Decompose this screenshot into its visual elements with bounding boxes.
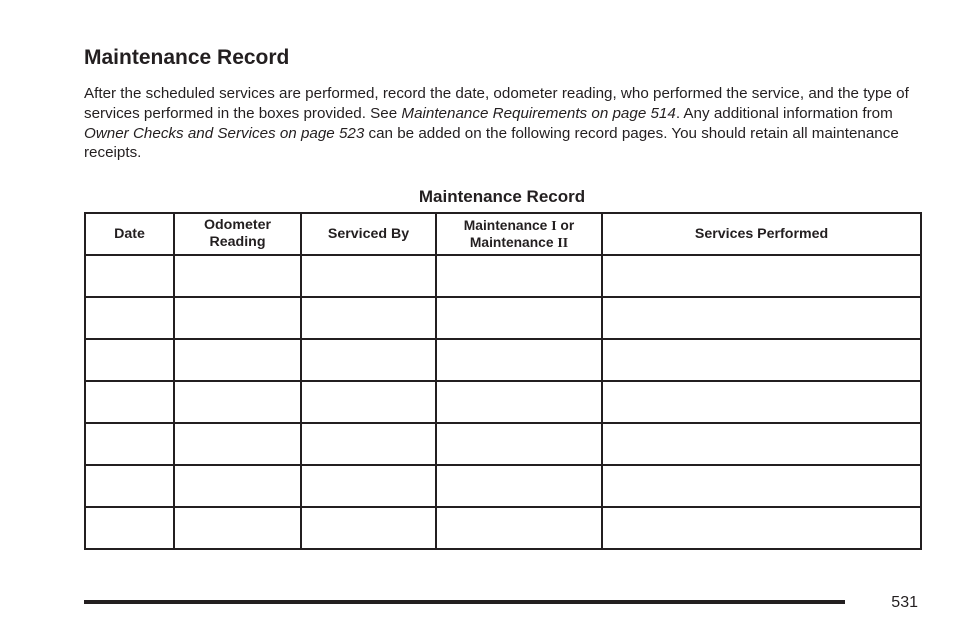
header-maintenance-type — [436, 213, 602, 255]
serviced-by-cell[interactable] — [301, 507, 436, 549]
header-maint-numeral-1: I — [551, 218, 557, 233]
owner-checks-reference: Owner Checks and Services on page 523 — [84, 124, 365, 142]
intro-text-3: can be added on the following record pages. You should retain all maintenance receipts. — [84, 124, 899, 162]
services-performed-cell[interactable] — [602, 381, 921, 423]
table-title: Maintenance Record — [418, 187, 586, 206]
header-services-performed: Services Performed — [602, 213, 921, 255]
intro-text-2: . Any additional information from — [675, 104, 893, 122]
maintenance-type-cell[interactable] — [436, 381, 602, 423]
odometer-cell[interactable] — [174, 255, 301, 297]
header-odometer-line2: Reading — [209, 234, 266, 250]
maintenance-record-table — [84, 212, 922, 550]
header-serviced-by: Serviced By — [301, 213, 436, 255]
date-cell[interactable] — [85, 507, 174, 549]
page-title: Maintenance Record — [84, 46, 290, 69]
serviced-by-cell[interactable] — [301, 255, 436, 297]
serviced-by-cell[interactable] — [301, 423, 436, 465]
services-performed-cell[interactable] — [602, 423, 921, 465]
maintenance-type-cell[interactable] — [436, 465, 602, 507]
header-odometer-reading — [174, 213, 301, 255]
header-date: Date — [85, 213, 174, 255]
odometer-cell[interactable] — [174, 381, 301, 423]
odometer-cell[interactable] — [174, 339, 301, 381]
odometer-cell[interactable] — [174, 465, 301, 507]
maintenance-requirements-reference: Maintenance Requirements on page 514 — [401, 104, 676, 122]
services-performed-cell[interactable] — [602, 297, 921, 339]
header-maint-line2-prefix: Maintenance — [469, 235, 558, 250]
serviced-by-cell[interactable] — [301, 339, 436, 381]
header-odometer-line1: Odometer — [203, 217, 271, 233]
header-maint-line1-suffix: or — [556, 218, 575, 233]
table-row — [85, 423, 921, 465]
intro-text-1: After the scheduled services are performed, record the date, odometer reading, who performed the service, and the type of services performed in the boxes provided. See — [84, 85, 909, 122]
maintenance-type-cell[interactable] — [436, 297, 602, 339]
maintenance-type-cell[interactable] — [436, 339, 602, 381]
services-performed-cell[interactable] — [602, 465, 921, 507]
table-row — [85, 255, 921, 297]
table-row — [85, 507, 921, 549]
date-cell[interactable] — [85, 465, 174, 507]
header-maint-line1-prefix: Maintenance — [463, 218, 552, 233]
table-row — [85, 381, 921, 423]
services-performed-cell[interactable] — [602, 339, 921, 381]
date-cell[interactable] — [85, 339, 174, 381]
date-cell[interactable] — [85, 423, 174, 465]
odometer-cell[interactable] — [174, 507, 301, 549]
date-cell[interactable] — [85, 255, 174, 297]
date-cell[interactable] — [85, 297, 174, 339]
odometer-cell[interactable] — [174, 297, 301, 339]
maintenance-type-cell[interactable] — [436, 255, 602, 297]
intro-paragraph — [84, 84, 924, 163]
services-performed-cell[interactable] — [602, 255, 921, 297]
table-body — [85, 255, 921, 549]
serviced-by-cell[interactable] — [301, 465, 436, 507]
table-row — [85, 465, 921, 507]
odometer-cell[interactable] — [174, 423, 301, 465]
table-row — [85, 339, 921, 381]
page-number: 531 — [891, 594, 918, 611]
serviced-by-cell[interactable] — [301, 297, 436, 339]
header-maint-numeral-2: II — [557, 235, 569, 250]
serviced-by-cell[interactable] — [301, 381, 436, 423]
table-row — [85, 297, 921, 339]
maintenance-type-cell[interactable] — [436, 507, 602, 549]
maintenance-type-cell[interactable] — [436, 423, 602, 465]
services-performed-cell[interactable] — [602, 507, 921, 549]
table-header-row — [85, 213, 921, 255]
date-cell[interactable] — [85, 381, 174, 423]
footer-rule — [84, 600, 845, 604]
